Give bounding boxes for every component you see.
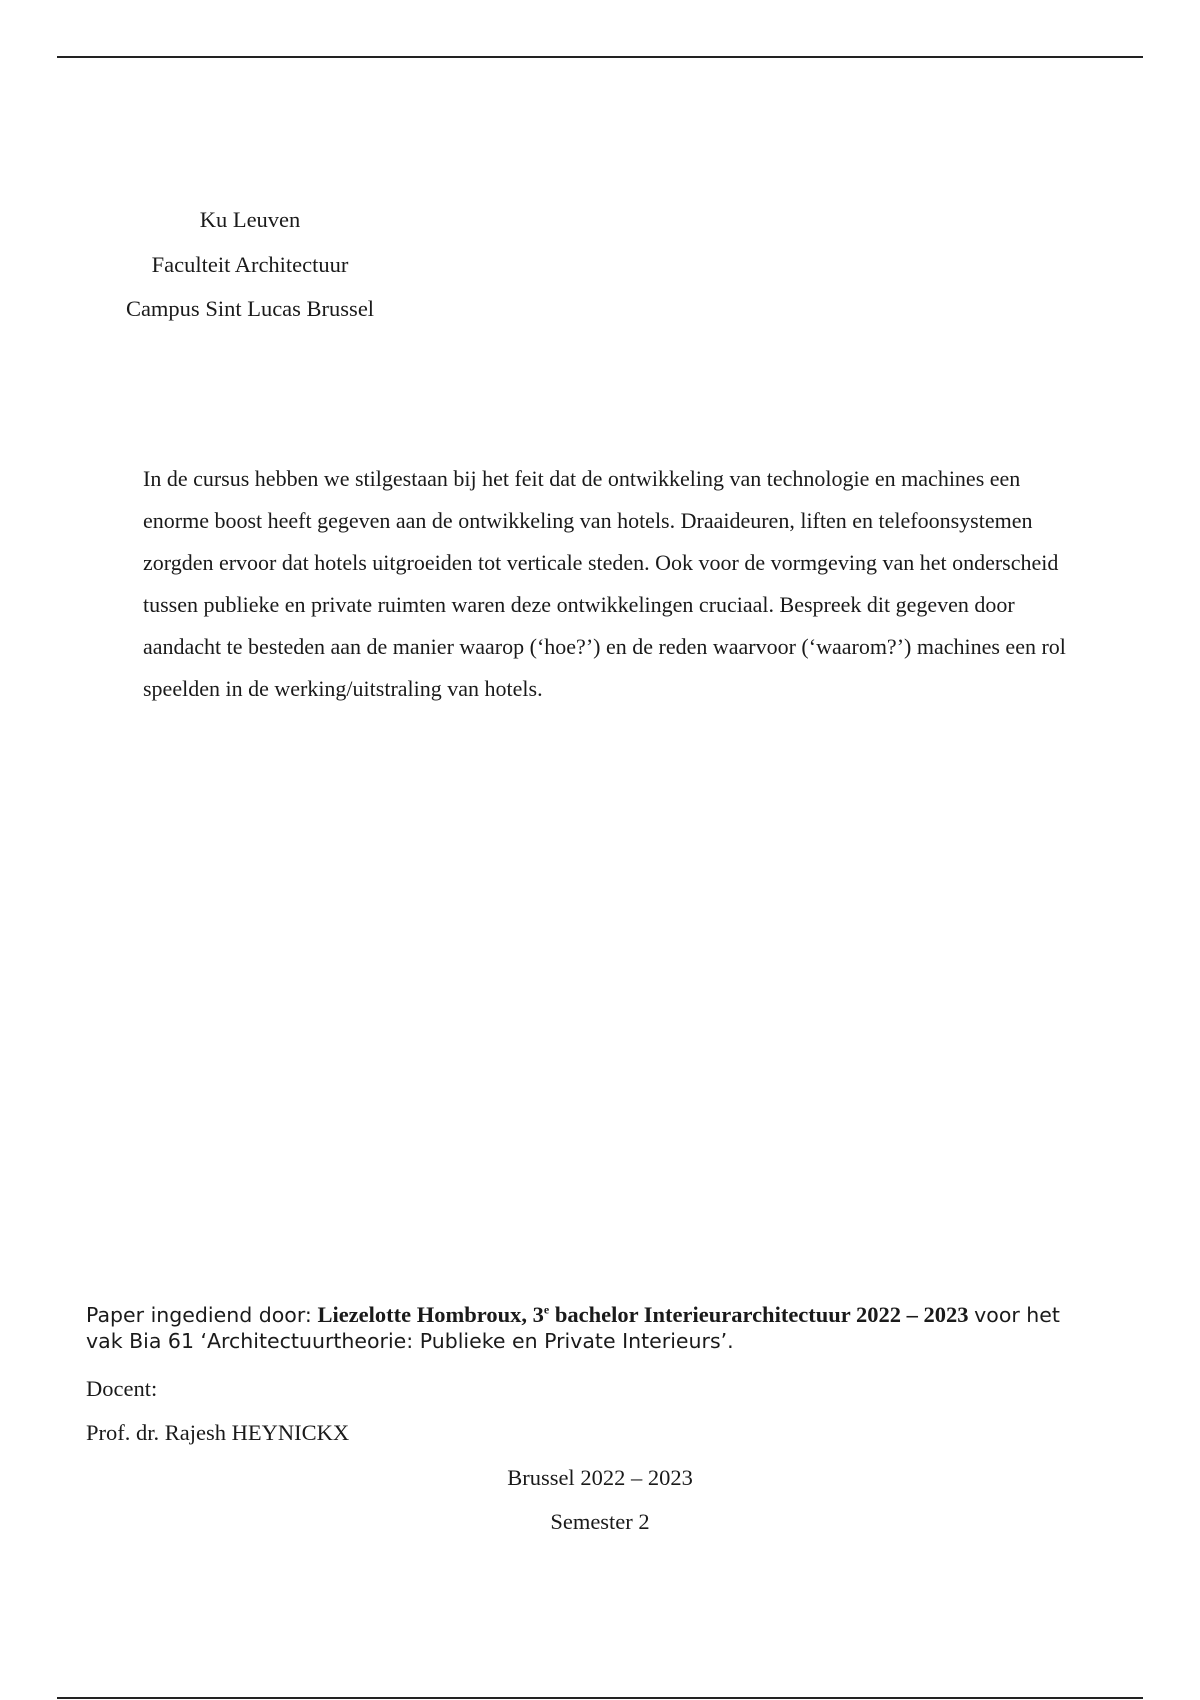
docent-name: Prof. dr. Rajesh HEYNICKX xyxy=(86,1420,350,1445)
semester: Semester 2 xyxy=(550,1509,650,1534)
university-name: Ku Leuven xyxy=(199,207,301,232)
submission-label: Paper ingediend door: xyxy=(86,1303,312,1327)
top-rule xyxy=(57,56,1143,58)
place-year: Brussel 2022 – 2023 xyxy=(507,1465,693,1490)
bottom-rule xyxy=(57,1697,1143,1699)
ordinal-suffix: e xyxy=(543,1302,550,1317)
author-info xyxy=(317,1302,968,1327)
docent-label: Docent: xyxy=(86,1376,158,1401)
author-name: Liezelotte Hombroux, 3 xyxy=(317,1302,544,1327)
institution-block xyxy=(100,198,400,332)
program-name: bachelor Interieurarchitectuur 2022 – 2023 xyxy=(554,1302,969,1327)
submission-suffix-b: vak Bia 61 ‘Architectuurtheorie: Publieke en Private Interieurs’. xyxy=(86,1329,734,1353)
campus-name: Campus Sint Lucas Brussel xyxy=(125,296,375,321)
submission-suffix-a: voor het xyxy=(974,1303,1060,1327)
faculty-name: Faculteit Architectuur xyxy=(151,251,349,277)
assignment-text: In de cursus hebben we stilgestaan bij het feit dat de ontwikkeling van technologie en machines een enorme boost heeft gegeven aan de ontwikkeling van hotels. Draaideuren, liften en telefoonsystemen zorgden ervoor dat hotels uitgroeiden tot verticale steden. Ook voor de vormgeving van het onderscheid tussen publieke en private ruimten waren deze ontwikkelingen cruciaal. Bespreek dit gegeven door aandacht te besteden aan de manier waarop (‘hoe?’) en de reden waarvoor (‘waarom?’) machines een rol speelden in de werking/uitstraling van hotels. xyxy=(143,466,1066,701)
submission-statement xyxy=(86,1302,1116,1354)
